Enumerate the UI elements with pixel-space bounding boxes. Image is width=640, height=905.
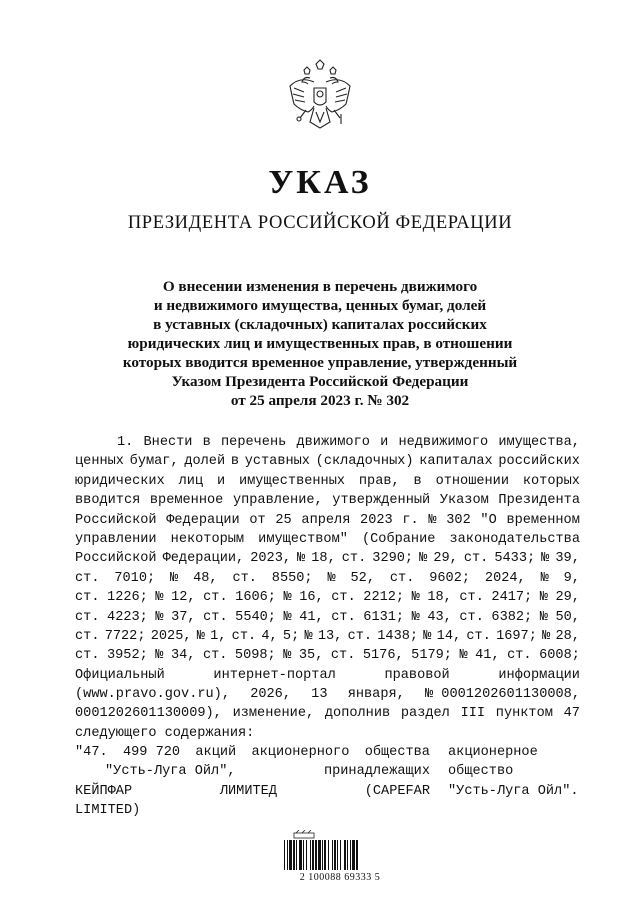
word: № <box>411 590 420 606</box>
body-line <box>75 472 580 491</box>
body-line <box>75 685 580 704</box>
word: управлении <box>75 531 157 547</box>
word: апреля <box>301 512 351 528</box>
word: законодательства <box>449 531 580 547</box>
heading-line: от 25 апреля 2023 г. № 302 <box>230 392 410 409</box>
word: движимого <box>296 435 370 450</box>
word: № <box>170 570 179 586</box>
body-line <box>75 452 580 471</box>
barcode-bar <box>352 840 355 870</box>
word: имуществом" <box>258 531 348 547</box>
word: ст. <box>203 590 228 606</box>
word: № <box>411 609 420 625</box>
barcode-bar <box>324 840 326 870</box>
word: 0001202601130009), <box>75 706 222 722</box>
word: акционерного <box>251 745 350 760</box>
heading-line: О внесении изменения в перечень движимого <box>162 278 478 295</box>
word: 9602; <box>429 570 471 586</box>
item-47-right-line: акционерное <box>448 745 538 760</box>
word: (www.pravo.gov.ru), <box>75 687 230 703</box>
word: № <box>155 648 164 664</box>
heading-line: и недвижимого имущества, ценных бумаг, долей <box>153 297 487 314</box>
word: ст. <box>75 609 100 625</box>
document-subtitle: ПРЕЗИДЕНТА РОССИЙСКОЙ ФЕДЕРАЦИИ <box>127 213 513 233</box>
item-47-left-line <box>75 762 430 781</box>
word: Президента <box>498 493 580 509</box>
word: 8550; <box>271 570 313 586</box>
word: 4, <box>261 628 278 644</box>
word: 499 720 <box>122 745 181 760</box>
word: информации <box>498 667 580 683</box>
body-line <box>75 724 580 743</box>
barcode-number: 2 100088 69333 5 <box>299 872 381 883</box>
word: 3290; <box>372 551 414 567</box>
word: изменение, <box>232 706 315 722</box>
word: общества <box>364 745 430 760</box>
barcode-bar <box>287 840 288 870</box>
body-line <box>75 549 580 568</box>
word: "Усть-Луга Ойл", <box>105 764 236 780</box>
word: (Собрание <box>361 531 436 547</box>
word: бумаг, <box>129 454 179 470</box>
word: долей <box>184 454 226 470</box>
word: ст. <box>75 648 100 664</box>
word: 2417; <box>491 590 533 606</box>
word: 25 <box>275 512 292 528</box>
word: № <box>419 551 428 567</box>
word: № <box>541 551 550 567</box>
word: ст. <box>75 570 100 586</box>
word: ст. <box>202 648 228 664</box>
word: ст. <box>507 648 532 664</box>
word: ст. <box>75 590 100 606</box>
word: № <box>539 609 548 625</box>
word: № <box>304 628 313 644</box>
word: Федерации <box>166 512 240 528</box>
word: принадлежащих <box>323 764 430 780</box>
word: имущественных <box>238 473 346 489</box>
word: ст. <box>331 590 356 606</box>
body-line <box>75 646 580 665</box>
word: правовой <box>384 667 450 683</box>
barcode-bar <box>322 840 323 870</box>
word: ст. <box>459 609 484 625</box>
word: 1606; <box>235 590 276 606</box>
word: 29, <box>433 551 458 567</box>
word: ст. <box>330 648 356 664</box>
word: 3952; <box>106 648 148 664</box>
word: ст. <box>466 628 491 644</box>
word: 41, <box>475 648 500 664</box>
word: Федерации, <box>162 551 245 567</box>
word: 47 <box>563 706 580 722</box>
word: № 0001202601130008, <box>424 687 580 703</box>
word: 6008; <box>539 648 580 664</box>
word: утвержденный <box>332 493 431 509</box>
word: и <box>380 435 389 450</box>
word: ст. <box>341 551 367 567</box>
word: 6382; <box>491 609 533 625</box>
barcode-bar <box>356 840 358 870</box>
word: 52, <box>350 570 375 586</box>
word: вводится <box>75 493 141 509</box>
barcode-bar <box>344 840 346 870</box>
word: 5098; <box>234 648 276 664</box>
item-47-left-line <box>75 801 430 820</box>
body-line <box>75 666 580 685</box>
word: 5433; <box>494 551 536 567</box>
body-line <box>75 569 580 588</box>
word: перечень <box>221 435 287 450</box>
word: ст. <box>331 609 356 625</box>
word: 18, <box>427 590 452 606</box>
word: 5176, <box>362 648 404 664</box>
item-47-left-line <box>75 743 430 762</box>
word: ЛИМИТЕД <box>219 783 277 799</box>
word: интернет-портал <box>213 667 336 683</box>
word: капиталах <box>419 454 493 470</box>
word: имущества, <box>498 435 580 450</box>
word: "47. <box>75 745 108 760</box>
word: КЕЙПФАР <box>75 783 133 799</box>
word: № <box>283 590 292 606</box>
word: 16, <box>299 590 324 606</box>
word: в <box>230 454 239 470</box>
barcode-bar <box>303 840 304 870</box>
word: № <box>459 648 468 664</box>
document-title: УКАЗ <box>268 164 372 201</box>
item-47-trustee <box>448 743 583 801</box>
word: отношении <box>435 473 509 489</box>
word: 48, <box>193 570 218 586</box>
word: ст. <box>232 570 257 586</box>
word: № <box>327 570 336 586</box>
russian-coat-of-arms-icon <box>286 58 354 140</box>
body-line <box>75 511 580 530</box>
word: № <box>196 628 205 644</box>
word: 2212; <box>363 590 405 606</box>
barcode-bar <box>299 840 302 870</box>
barcode-bar <box>334 840 336 870</box>
word: Указом <box>439 493 489 509</box>
word: 302 <box>446 512 471 528</box>
word: 5179; <box>411 648 452 664</box>
word: 18, <box>311 551 336 567</box>
word: 41, <box>299 609 324 625</box>
barcode-block <box>280 830 400 890</box>
word: (складочных) <box>315 454 414 470</box>
decree-heading <box>60 277 580 410</box>
barcode-bar <box>293 840 295 870</box>
word: прав, <box>358 473 400 489</box>
word: раздел <box>400 706 450 722</box>
item-47-left-line <box>75 782 430 801</box>
word: г. <box>402 512 419 528</box>
word: января, <box>347 687 405 703</box>
word: 14, <box>436 628 462 644</box>
word: 12, <box>171 590 196 606</box>
barcode-bar <box>332 840 333 870</box>
word: № <box>297 551 306 567</box>
word: 1226; <box>107 590 148 606</box>
word: недвижимого <box>398 435 489 450</box>
word: 2023 <box>360 512 393 528</box>
heading-line: юридических лиц и имущественных прав, в отношении <box>127 335 513 352</box>
body-line <box>75 627 580 646</box>
word: уставных <box>244 454 310 470</box>
word: 29, <box>555 590 580 606</box>
word: "О <box>480 512 497 528</box>
word: № <box>283 648 292 664</box>
word: ст. <box>389 570 415 586</box>
word: 39, <box>555 551 580 567</box>
word: 7722; <box>104 628 146 644</box>
word: 9, <box>563 570 580 586</box>
word: № <box>155 590 164 606</box>
word: ст. <box>203 609 228 625</box>
word: от <box>249 512 266 528</box>
word: 5540; <box>235 609 276 625</box>
heading-line: которых вводится временное управление, утвержденный <box>122 354 518 371</box>
barcode-bar <box>312 840 314 870</box>
word: и <box>216 473 226 489</box>
word: акций <box>195 745 237 760</box>
word: № <box>539 590 548 606</box>
word: Российской <box>75 551 157 567</box>
word: 43, <box>427 609 452 625</box>
decree-body <box>75 433 580 743</box>
word: ценных <box>75 454 124 470</box>
word: 35, <box>298 648 324 664</box>
word: в <box>202 435 211 450</box>
item-47-right-line: "Усть-Луга Ойл". <box>448 783 579 799</box>
word: 2023, <box>250 551 292 567</box>
word: которых <box>522 473 580 489</box>
barcode-bar <box>337 840 338 870</box>
word: Официальный <box>75 667 165 683</box>
word: (CAPEFAR <box>364 783 430 799</box>
word: LIMITED) <box>75 803 141 819</box>
word: 28, <box>555 628 580 644</box>
word: 2025, <box>150 628 192 644</box>
word: юридических <box>75 473 165 489</box>
barcode-bar <box>306 840 307 870</box>
word: ст. <box>75 628 100 644</box>
body-line <box>75 608 580 627</box>
word: дополнив <box>324 706 391 722</box>
barcode-bar <box>315 840 317 870</box>
barcode-bar <box>284 840 285 870</box>
word: управление, <box>232 493 323 509</box>
word: 4223; <box>107 609 148 625</box>
word: ст. <box>463 551 489 567</box>
word: временное <box>149 493 224 509</box>
word: 1438; <box>377 628 419 644</box>
word: ст. <box>459 590 484 606</box>
word: временном <box>506 512 580 528</box>
word: 34, <box>170 648 196 664</box>
word: 2026, <box>250 687 291 703</box>
word: содержания: <box>164 725 255 741</box>
barcode-bar <box>347 840 348 870</box>
word: в <box>413 473 422 489</box>
word: 1. <box>117 435 134 450</box>
barcode-bar <box>296 840 297 870</box>
body-line <box>75 704 580 723</box>
heading-line: в уставных (складочных) капиталах российских <box>153 316 487 333</box>
barcode-icon <box>280 840 400 872</box>
word: 1697; <box>496 628 537 644</box>
barcode-bar <box>289 840 292 870</box>
word: № <box>542 628 551 644</box>
word: ст. <box>347 628 373 644</box>
word: некоторым <box>170 531 245 547</box>
word: 1, <box>210 628 227 644</box>
word: III <box>460 706 486 722</box>
item-47-right-line: общество <box>448 764 514 780</box>
word: лиц <box>178 473 204 489</box>
word: 2024, <box>484 570 526 586</box>
word: ст. <box>231 628 257 644</box>
word: пунктом <box>495 706 553 722</box>
word: 5; <box>282 628 300 644</box>
word: № <box>428 512 437 528</box>
word: российских <box>498 454 580 470</box>
word: Внести <box>143 435 193 450</box>
barcode-bar <box>328 840 329 870</box>
word: 50, <box>555 609 580 625</box>
word: 13 <box>311 687 328 703</box>
word: Российской <box>75 512 157 528</box>
word: 7010; <box>114 570 156 586</box>
printing-mark-icon <box>292 830 316 840</box>
barcode-bar <box>318 840 321 870</box>
barcode-bar <box>350 840 351 870</box>
body-line <box>75 433 580 452</box>
body-line <box>75 588 580 607</box>
word: № <box>423 628 432 644</box>
body-line <box>75 491 580 510</box>
word: № <box>540 570 549 586</box>
word: следующего <box>75 725 157 741</box>
word: 6131; <box>363 609 405 625</box>
word: 13, <box>317 628 343 644</box>
barcode-bar <box>340 840 341 870</box>
item-47-description <box>75 743 430 821</box>
body-line <box>75 530 580 549</box>
word: № <box>283 609 292 625</box>
heading-line: Указом Президента Российской Федерации <box>171 373 469 390</box>
word: 37, <box>171 609 196 625</box>
word: № <box>155 609 164 625</box>
barcode-bar <box>310 840 311 870</box>
